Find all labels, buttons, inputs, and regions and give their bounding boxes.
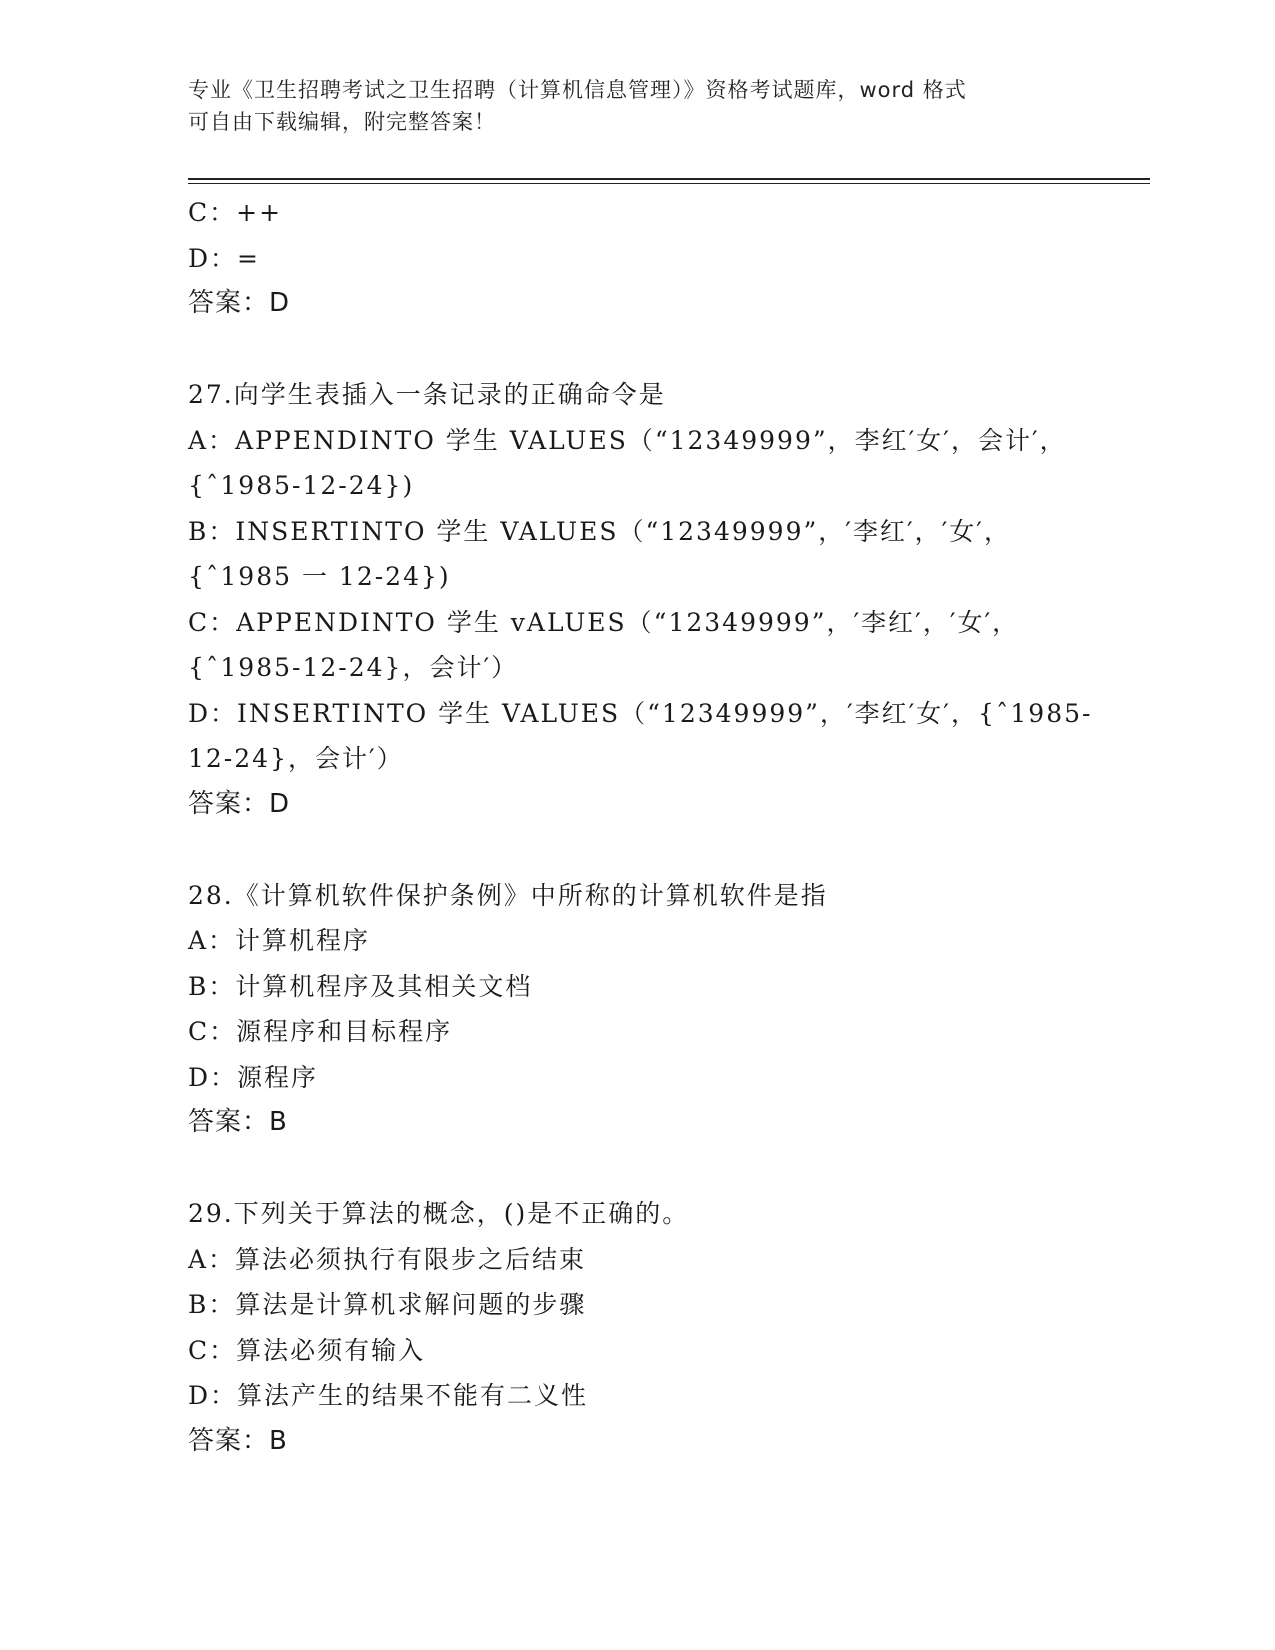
question-block-28 <box>188 873 1088 1146</box>
answer-line: 答案：D <box>188 788 291 819</box>
option-d: D：源程序 <box>188 1062 319 1092</box>
option-b: B：计算机程序及其相关文档 <box>188 971 533 1001</box>
option-d-continued: 12-24}，会计′） <box>188 744 404 773</box>
question-stem: 29.下列关于算法的概念，()是不正确的。 <box>188 1199 690 1228</box>
question-block-27 <box>188 372 1093 827</box>
option-c: C：源程序和目标程序 <box>188 1017 453 1046</box>
answer-line: 答案：B <box>188 1425 288 1456</box>
option-b: B：INSERTINTO 学生 VALUES（“12349999”，′李红′，′女′， <box>188 516 1011 546</box>
option-a: A：计算机程序 <box>188 926 371 955</box>
option-a: A：APPENDINTO 学生 VALUES（“12349999”，李红′女′，会计′， <box>188 425 1067 455</box>
page-header <box>188 74 1068 138</box>
question-stem: 28.《计算机软件保护条例》中所称的计算机软件是指 <box>188 880 828 910</box>
spacer <box>188 827 1088 873</box>
option-c: C：++ <box>188 198 283 227</box>
option-c-continued: {ˆ1985-12-24}，会计′） <box>188 653 519 682</box>
option-b: B：算法是计算机求解问题的步骤 <box>188 1290 587 1319</box>
spacer <box>188 327 1088 373</box>
header-rule-thin <box>188 183 1150 184</box>
question-list <box>188 190 1093 1464</box>
option-c: C：APPENDINTO 学生 vALUES（“12349999”，′李红′，′女′， <box>188 607 1020 637</box>
spacer <box>188 1146 1088 1192</box>
answer-line: 答案：D <box>188 288 291 318</box>
option-c: C：算法必须有输入 <box>188 1335 426 1365</box>
header-rule-thick <box>188 178 1150 180</box>
question-block-prev <box>188 190 1088 327</box>
header-line-2: 可自由下载编辑，附完整答案！ <box>188 110 496 134</box>
option-a: A：算法必须执行有限步之后结束 <box>188 1244 587 1274</box>
option-b-continued: {ˆ1985 一 12-24}) <box>188 562 451 591</box>
question-block-29 <box>188 1191 1088 1464</box>
option-a-continued: {ˆ1985-12-24}) <box>188 471 415 500</box>
option-d: D：INSERTINTO 学生 VALUES（“12349999”，′李红′女′，{ˆ1985- <box>188 698 1093 728</box>
option-d: D：= <box>188 243 260 273</box>
answer-line: 答案：B <box>188 1107 288 1137</box>
header-line-1: 专业《卫生招聘考试之卫生招聘（计算机信息管理）》资格考试题库，word 格式 <box>188 78 967 102</box>
question-stem: 27.向学生表插入一条记录的正确命令是 <box>188 380 666 409</box>
option-d: D：算法产生的结果不能有二义性 <box>188 1381 589 1410</box>
